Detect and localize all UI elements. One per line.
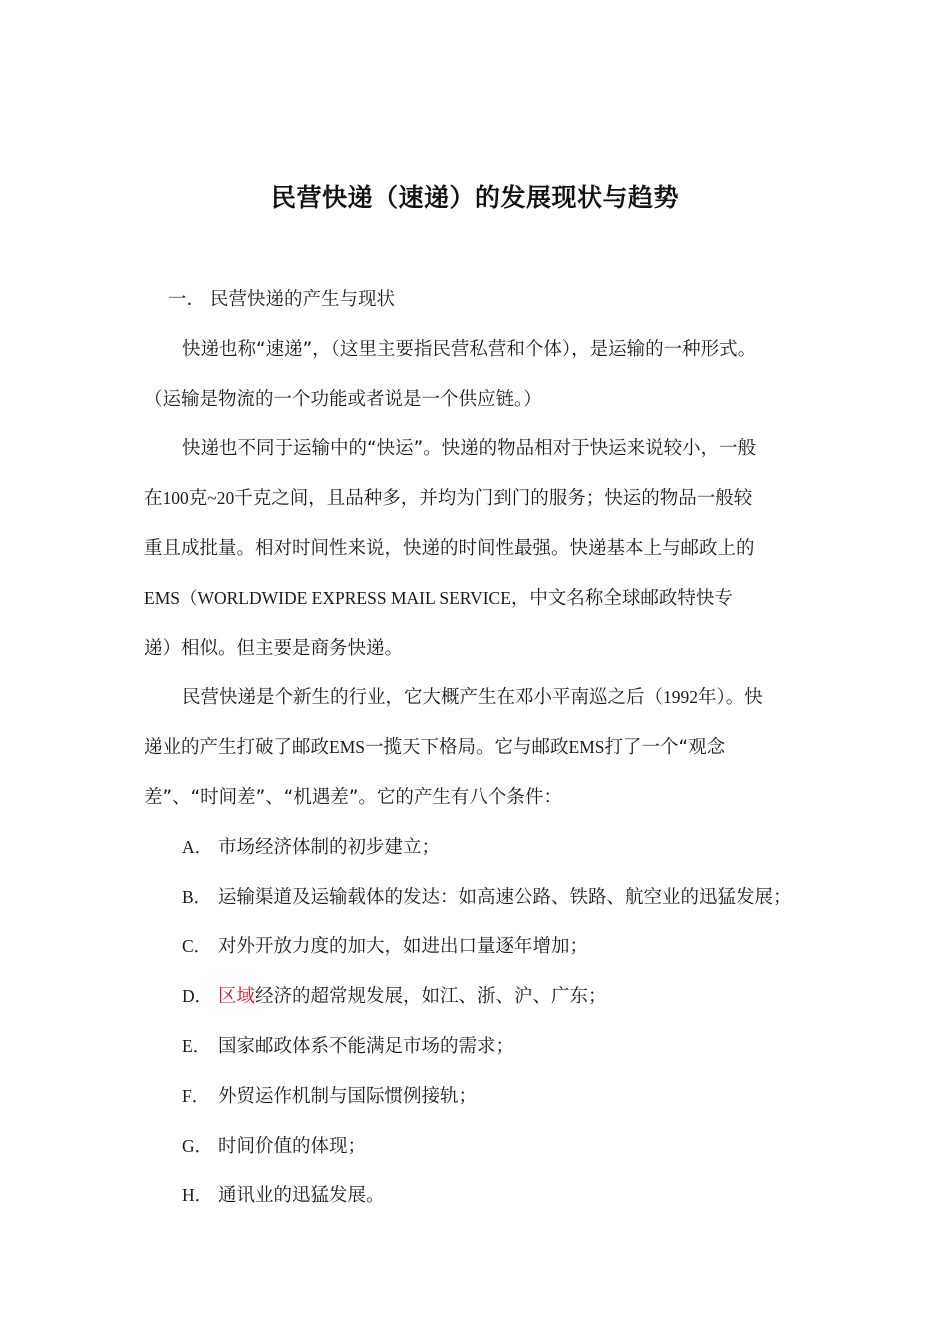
document-body <box>144 275 812 1221</box>
condition-marker: D． <box>182 986 213 1007</box>
condition-text: 外贸运作机制与国际惯例接轨； <box>218 1085 478 1107</box>
paragraph-2-line-4 <box>144 574 812 624</box>
paragraph-2-line-2 <box>144 474 812 524</box>
condition-text: 通讯业的迅猛发展。 <box>218 1185 385 1207</box>
condition-text: 经济的超常规发展，如江、浙、沪、广东； <box>255 986 607 1008</box>
text-span: 打了一个“观念 <box>604 737 726 759</box>
text-span: 在 <box>144 488 163 510</box>
year-span: 1992 <box>663 687 699 708</box>
section-heading <box>144 275 812 325</box>
condition-item <box>144 1022 812 1072</box>
section-title: 民营快递的产生与现状 <box>210 289 396 310</box>
condition-item <box>144 922 812 972</box>
text-span: 民营快递是个新生的行业，它大概产生在邓小平南巡之后（ <box>182 687 664 709</box>
condition-marker: B． <box>182 886 212 907</box>
condition-text: 时间价值的体现； <box>218 1135 367 1157</box>
condition-item <box>144 873 812 923</box>
condition-marker: G． <box>182 1135 213 1156</box>
text-span: 克 <box>188 488 208 510</box>
paragraph-3-line-3: 差”、“时间差”、“机遇差”。它的产生有八个条件： <box>144 786 562 808</box>
paragraph-3-line-1 <box>144 673 812 723</box>
paragraph-2-line-1: 快递也不同于运输中的“快运”。快递的物品相对于快运来说较小，一般 <box>182 438 757 460</box>
condition-text: 运输渠道及运输载体的发达：如高速公路、铁路、航空业的迅猛发展； <box>218 886 792 908</box>
text-span: 一揽天下格局。它与邮政 <box>365 737 569 759</box>
paragraph-1-line-1: 快递也称“速递”，（这里主要指民营私营和个体），是运输的一种形式。 <box>182 338 757 360</box>
ems-span: EMS <box>568 737 605 758</box>
ems-span: EMS <box>329 737 365 758</box>
condition-marker: E． <box>182 1035 211 1056</box>
condition-marker: F． <box>182 1085 210 1106</box>
paragraph-2-line-5: 递）相似。但主要是商务快递。 <box>144 637 404 659</box>
condition-text: 对外开放力度的加大，如进出口量逐年增加； <box>218 936 589 958</box>
paragraph-3-line-2 <box>144 723 812 773</box>
condition-item <box>144 1122 812 1172</box>
number-span: 100 <box>162 488 189 509</box>
condition-item <box>144 972 812 1022</box>
condition-item <box>144 823 812 873</box>
text-span: 年）。快 <box>698 687 763 709</box>
paragraph-1-line-2: （运输是物流的一个功能或者说是一个供应链。） <box>144 388 542 410</box>
ems-full-name: EMS（WORLDWIDE EXPRESS MAIL SERVICE <box>144 587 511 608</box>
section-number: 一． <box>168 289 206 310</box>
highlighted-term: 区域 <box>218 986 256 1008</box>
condition-item <box>144 1072 812 1122</box>
condition-marker: H． <box>182 1185 213 1206</box>
condition-marker: C． <box>182 936 212 957</box>
text-span: 千克之间，且品种多，并均为门到门的服务；快运的物品一般较 <box>234 488 753 510</box>
paragraph-2-line-3: 重且成批量。相对时间性来说，快递的时间性最强。快递基本上与邮政上的 <box>144 537 755 559</box>
condition-item <box>144 1171 812 1221</box>
condition-marker: A． <box>182 836 213 857</box>
text-span: 递业的产生打破了邮政 <box>144 737 330 759</box>
document-title: 民营快递（速递）的发展现状与趋势 <box>270 183 679 212</box>
condition-text: 市场经济体制的初步建立； <box>218 836 441 858</box>
number-span: ~20 <box>207 488 235 509</box>
condition-text: 国家邮政体系不能满足市场的需求； <box>218 1035 515 1057</box>
text-span: ，中文名称全球邮政特快专 <box>510 587 733 609</box>
